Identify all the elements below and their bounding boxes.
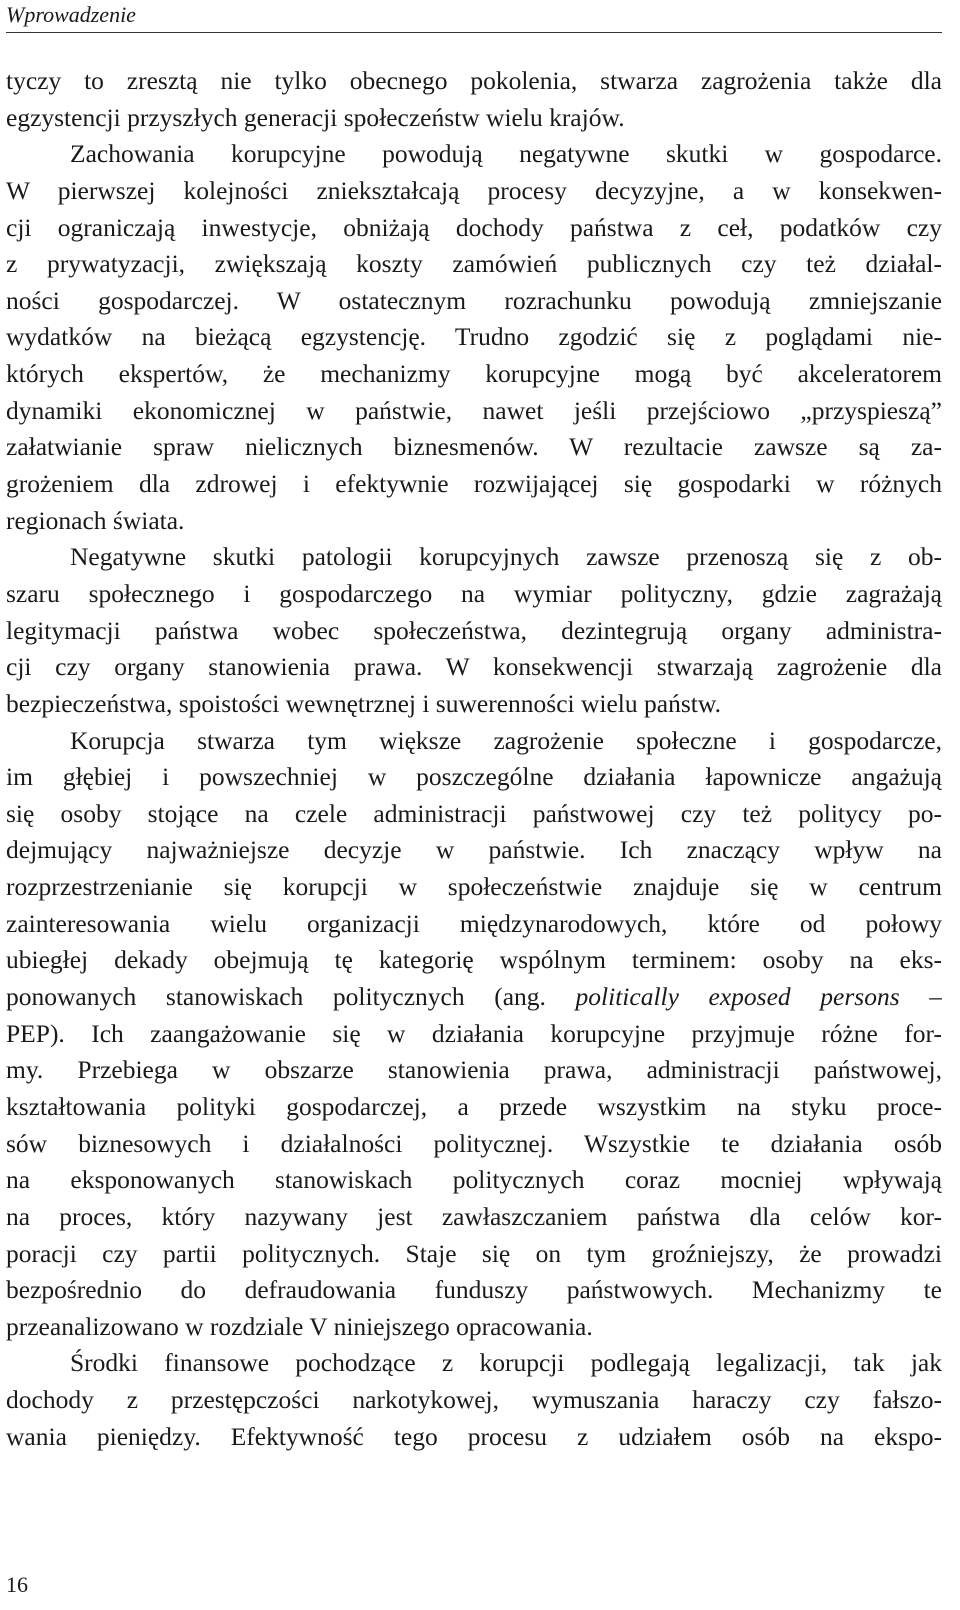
text-line-content: przeanalizowano w rozdziale V niniejszego opracowania. bbox=[6, 1311, 593, 1341]
running-header bbox=[6, 0, 942, 33]
text-line-content: szaru społecznego i gospodarczego na wymiar polityczny, gdzie zagrażają bbox=[6, 578, 942, 608]
text-line-content: cji czy organy stanowienia prawa. W konsekwencji stwarzają zagrożenie dla bbox=[6, 652, 942, 682]
text-line bbox=[6, 393, 942, 430]
text-line bbox=[6, 246, 942, 283]
text-line bbox=[6, 1345, 942, 1382]
text-line-content: zainteresowania wielu organizacji międzynarodowych, które od połowy bbox=[6, 908, 942, 938]
text-line-content: wania pieniędzy. Efektywność tego procesu z udziałem osób na ekspo- bbox=[6, 1421, 942, 1451]
text-line bbox=[6, 979, 942, 1016]
text-line-content: dynamiki ekonomicznej w państwie, nawet jeśli przejściowo „przyspieszą” bbox=[6, 395, 942, 425]
text-line bbox=[6, 319, 942, 356]
text-line-content: dejmujący najważniejsze decyzje w państwie. Ich znaczący wpływ na bbox=[6, 835, 942, 865]
text-line bbox=[6, 1199, 942, 1236]
text-line-content: my. Przebiega w obszarze stanowienia prawa, administracji państwowej, bbox=[6, 1055, 942, 1085]
text-line-content: im głębiej i powszechniej w poszczególne działania łapownicze angażują bbox=[6, 762, 942, 792]
text-line-content: dochody z przestępczości narkotykowej, wymuszania haraczy czy fałszo- bbox=[6, 1385, 942, 1415]
text-line bbox=[6, 613, 942, 650]
text-line-content: załatwianie spraw nielicznych biznesmenów. W rezultacie zawsze są za- bbox=[6, 432, 942, 462]
text-line bbox=[6, 1419, 942, 1456]
text-line bbox=[6, 136, 942, 173]
text-line bbox=[6, 429, 942, 466]
text-line bbox=[6, 356, 942, 393]
text-line-content: z prywatyzacji, zwiększają koszty zamówień publicznych czy też działal- bbox=[6, 249, 942, 279]
text-line-content: Negatywne skutki patologii korupcyjnych zawsze przenoszą się z ob- bbox=[70, 542, 942, 572]
text-line-content: Środki finansowe pochodzące z korupcji podlegają legalizacji, tak jak bbox=[70, 1348, 942, 1378]
text-line-content: wydatków na bieżącą egzystencję. Trudno zgodzić się z poglądami nie- bbox=[6, 322, 942, 352]
body-text bbox=[6, 63, 942, 1455]
text-line bbox=[6, 1272, 942, 1309]
text-line-tail: – bbox=[899, 982, 942, 1012]
text-line-content: cji ograniczają inwestycje, obniżają dochody państwa z ceł, podatków czy bbox=[6, 212, 942, 242]
text-line bbox=[6, 869, 942, 906]
text-line-content: Korupcja stwarza tym większe zagrożenie społeczne i gospodarcze, bbox=[70, 725, 942, 755]
text-line-content: kształtowania polityki gospodarczej, a przede wszystkim na styku proce- bbox=[6, 1091, 942, 1121]
text-line bbox=[6, 686, 942, 723]
text-line bbox=[6, 1382, 942, 1419]
running-title: Wprowadzenie bbox=[6, 2, 136, 27]
text-line bbox=[6, 210, 942, 247]
text-line bbox=[6, 723, 942, 760]
text-line bbox=[6, 539, 942, 576]
text-line-content: rozprzestrzenianie się korupcji w społeczeństwie znajduje się w centrum bbox=[6, 872, 942, 902]
text-line bbox=[6, 796, 942, 833]
text-line bbox=[6, 576, 942, 613]
text-line bbox=[6, 759, 942, 796]
text-line-content: grożeniem dla zdrowej i efektywnie rozwijającej się gospodarki w różnych bbox=[6, 469, 942, 499]
text-line-content: na eksponowanych stanowiskach politycznych coraz mocniej wpływają bbox=[6, 1165, 942, 1195]
text-line bbox=[6, 1126, 942, 1163]
text-line-content: tyczy to zresztą nie tylko obecnego pokolenia, stwarza zagrożenia także dla bbox=[6, 66, 942, 95]
text-line bbox=[6, 832, 942, 869]
text-line bbox=[6, 466, 942, 503]
text-line bbox=[6, 1309, 942, 1346]
text-line bbox=[6, 173, 942, 210]
text-line-content: ponowanych stanowiskach politycznych (ang. bbox=[6, 982, 576, 1012]
text-line-content: sów biznesowych i działalności politycznej. Wszystkie te działania osób bbox=[6, 1128, 942, 1158]
text-line-content: się osoby stojące na czele administracji państwowej czy też politycy po- bbox=[6, 798, 942, 828]
text-line-content: poracji czy partii politycznych. Staje się on tym groźniejszy, że prowadzi bbox=[6, 1238, 942, 1268]
text-line bbox=[6, 906, 942, 943]
text-line-content: ności gospodarczej. W ostatecznym rozrachunku powodują zmniejszanie bbox=[6, 285, 942, 315]
text-line-content: których ekspertów, że mechanizmy korupcyjne mogą być akceleratorem bbox=[6, 359, 942, 389]
text-line-content: ubiegłej dekady obejmują tę kategorię wspólnym terminem: osoby na eks- bbox=[6, 945, 942, 975]
page-number: 16 bbox=[6, 1572, 28, 1597]
text-line-content: egzystencji przyszłych generacji społeczeństw wielu krajów. bbox=[6, 102, 625, 132]
text-line-content: bezpośrednio do defraudowania funduszy państwowych. Mechanizmy te bbox=[6, 1275, 942, 1305]
text-line-content: Zachowania korupcyjne powodują negatywne skutki w gospodarce. bbox=[70, 139, 942, 169]
text-line-content: regionach świata. bbox=[6, 505, 185, 535]
text-line-content: PEP). Ich zaangażowanie się w działania korupcyjne przyjmuje różne for- bbox=[6, 1018, 942, 1048]
text-line bbox=[6, 1236, 942, 1273]
text-line bbox=[6, 503, 942, 540]
text-line bbox=[6, 283, 942, 320]
text-line bbox=[6, 649, 942, 686]
text-line bbox=[6, 100, 942, 137]
text-line bbox=[6, 1052, 942, 1089]
text-line-content: na proces, który nazywany jest zawłaszczaniem państwa dla celów kor- bbox=[6, 1201, 942, 1231]
italic-term: politically exposed persons bbox=[575, 982, 900, 1012]
text-line bbox=[6, 63, 942, 100]
text-line bbox=[6, 942, 942, 979]
text-line bbox=[6, 1162, 942, 1199]
text-line bbox=[6, 1089, 942, 1126]
text-line-content: legitymacji państwa wobec społeczeństwa, dezintegrują organy administra- bbox=[6, 615, 942, 645]
text-line bbox=[6, 1016, 942, 1053]
text-line-content: W pierwszej kolejności zniekształcają procesy decyzyjne, a w konsekwen- bbox=[6, 175, 942, 205]
text-line-content: bezpieczeństwa, spoistości wewnętrznej i suwerenności wielu państw. bbox=[6, 688, 721, 718]
